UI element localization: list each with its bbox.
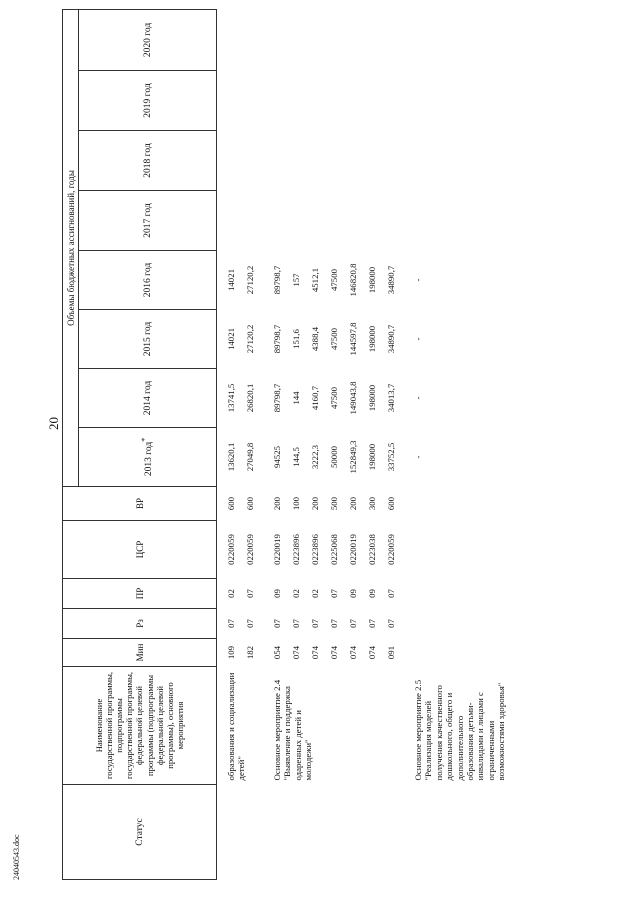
rz-cell: 07 (329, 619, 339, 628)
header-name: Наименование государственной программы, подпрограммы государственной программы, федеральной целевой программы (подпрограммы федеральной целевой программы), основного мероприятия (63, 667, 217, 785)
csr-cell: 0220019 (348, 534, 358, 565)
value-2014: 149043,8 (348, 381, 358, 415)
empty-year-cell (271, 191, 290, 251)
pr-cell: 09 (367, 589, 377, 598)
header-year-2018: 2018 год (79, 131, 217, 191)
value-2015: - (413, 337, 423, 341)
empty-year-cell (328, 191, 347, 251)
empty-year-cell (225, 191, 244, 251)
status-cell (271, 785, 404, 880)
value-2013: 144,5 (291, 447, 301, 467)
vr-cell: 600 (386, 496, 396, 511)
vr-cell: 600 (226, 496, 236, 511)
value-2013: 152849,3 (348, 440, 358, 474)
value-2015: 198000 (367, 325, 377, 353)
empty-year-cell (271, 71, 290, 131)
value-2013: 13620,1 (226, 442, 236, 472)
empty-year-cell (385, 191, 404, 251)
measure-name: образования и социализации детей" (226, 672, 247, 781)
empty-year-cell (309, 71, 328, 131)
empty-year-cell (225, 71, 244, 131)
value-2014: - (413, 396, 423, 400)
value-2014: 4160,7 (310, 385, 320, 411)
pr-cell (412, 579, 508, 609)
table-body (217, 9, 508, 879)
status-cell (225, 785, 263, 880)
value-2016: 27120,2 (245, 265, 255, 295)
empty-year-cell (244, 191, 263, 251)
empty-year-cell (366, 71, 385, 131)
vr-cell: 200 (272, 496, 282, 511)
vr-cell (412, 487, 508, 521)
empty-year-cell (328, 131, 347, 191)
empty-year-cell (309, 9, 328, 70)
header-year-2017: 2017 год (79, 191, 217, 251)
csr-cell: 0220059 (245, 534, 255, 565)
min-cell (412, 639, 508, 667)
csr-cell: 0223038 (367, 534, 377, 565)
empty-year-cell (244, 9, 263, 70)
value-2013: 198000 (367, 443, 377, 471)
rz-cell: 07 (386, 619, 396, 628)
empty-year-cell (366, 9, 385, 70)
header-vr: ВР (63, 487, 217, 521)
header-rz: Рз (63, 609, 217, 639)
empty-year-cell (290, 191, 309, 251)
value-2015: 14021 (226, 328, 236, 350)
empty-year-cell (244, 71, 263, 131)
empty-year-cell (347, 9, 366, 70)
rz-cell: 07 (310, 619, 320, 628)
header-year-2019: 2019 год (79, 71, 217, 131)
value-2013: 33752,5 (386, 442, 396, 472)
document-filename: 24040543.doc (12, 834, 21, 880)
empty-year-cell (412, 191, 508, 251)
csr-cell: 0225068 (329, 534, 339, 565)
header-year-2013: 2013 год* (79, 428, 217, 487)
empty-year-cell (290, 9, 309, 70)
vr-cell: 100 (291, 496, 301, 511)
header-volumes: Объемы бюджетных ассигнований, годы (63, 9, 79, 486)
value-2016: 89798,7 (272, 265, 282, 295)
header-pr: ПР (63, 579, 217, 609)
min-cell: 074 (329, 645, 339, 660)
measure-name: Основное мероприятие 2.5 "Реализация моделей получения качественного дошкольного, общего и дополнительного образования детьми-инвалидами и лицами с ограниченными возможностями здоровья" (413, 679, 507, 781)
empty-year-cell (328, 9, 347, 70)
header-status: Статус (63, 785, 217, 880)
min-cell: 091 (386, 645, 396, 660)
empty-year-cell (347, 131, 366, 191)
pr-cell: 07 (245, 589, 255, 598)
status-cell (412, 785, 508, 880)
rz-cell: 07 (348, 619, 358, 628)
value-2014: 198000 (367, 384, 377, 412)
header-year-2020: 2020 год (79, 9, 217, 70)
value-2015: 151,6 (291, 329, 301, 349)
rz-cell: 07 (367, 619, 377, 628)
vr-cell: 200 (310, 496, 320, 511)
empty-year-cell (225, 131, 244, 191)
pr-cell: 09 (348, 589, 358, 598)
value-2015: 144597,8 (348, 322, 358, 356)
pr-cell: 07 (386, 589, 396, 598)
vr-cell: 500 (329, 496, 339, 511)
rotated-page-content (62, 10, 630, 880)
empty-year-cell (271, 131, 290, 191)
value-2013: 50000 (329, 446, 339, 468)
value-2013: 3222,3 (310, 444, 320, 470)
pr-cell: 02 (226, 589, 236, 598)
value-2016: 4512,1 (310, 267, 320, 293)
csr-cell: 0220019 (272, 534, 282, 565)
empty-year-cell (290, 131, 309, 191)
value-2016: 157 (291, 273, 301, 287)
rz-cell: 07 (272, 619, 282, 628)
min-cell: 074 (310, 645, 320, 660)
min-cell: 074 (348, 645, 358, 660)
empty-year-cell (412, 9, 508, 70)
table-row (271, 9, 290, 879)
csr-cell: 0220059 (386, 534, 396, 565)
value-2014: 144 (291, 391, 301, 405)
min-cell: 182 (245, 645, 255, 660)
table-row (412, 9, 508, 879)
value-2015: 47500 (329, 328, 339, 350)
group-spacer (263, 9, 271, 879)
empty-year-cell (385, 9, 404, 70)
value-2016: 14021 (226, 269, 236, 291)
value-2013: 94525 (272, 446, 282, 468)
empty-year-cell (347, 191, 366, 251)
page-number: 20 (46, 417, 61, 430)
header-year-2016: 2016 год (79, 251, 217, 310)
min-cell: 109 (226, 645, 236, 660)
header-year-2014: 2014 год (79, 369, 217, 428)
value-2015: 27120,2 (245, 324, 255, 354)
rz-cell (412, 609, 508, 639)
rz-cell: 07 (226, 619, 236, 628)
vr-cell: 300 (367, 496, 377, 511)
value-2015: 89798,7 (272, 324, 282, 354)
value-2013: 27049,8 (245, 442, 255, 472)
min-cell: 074 (291, 645, 301, 660)
value-2014: 26820,1 (245, 383, 255, 413)
vr-cell: 200 (348, 496, 358, 511)
value-2014: 13741,5 (226, 383, 236, 413)
header-csr: ЦСР (63, 521, 217, 579)
min-cell: 074 (367, 645, 377, 660)
empty-year-cell (244, 131, 263, 191)
empty-year-cell (290, 71, 309, 131)
budget-table (62, 9, 508, 880)
value-2016: 198000 (367, 266, 377, 294)
value-2013: - (413, 455, 423, 459)
group-spacer (217, 9, 226, 879)
pr-cell: 02 (310, 589, 320, 598)
pr-cell: 09 (272, 589, 282, 598)
table-row (225, 9, 244, 879)
empty-year-cell (385, 71, 404, 131)
csr-cell (412, 521, 508, 579)
empty-year-cell (412, 71, 508, 131)
csr-cell: 0223896 (310, 534, 320, 565)
value-2014: 34013,7 (386, 383, 396, 413)
value-2014: 89798,7 (272, 383, 282, 413)
empty-year-cell (366, 191, 385, 251)
measure-name: Основное мероприятие 2.4 "Выявление и поддержка одаренных детей и молодежи" (272, 679, 314, 781)
empty-year-cell (309, 191, 328, 251)
csr-cell: 0220059 (226, 534, 236, 565)
empty-year-cell (347, 71, 366, 131)
min-cell: 054 (272, 645, 282, 660)
value-2015: 4388,4 (310, 326, 320, 352)
group-spacer (404, 9, 412, 879)
value-2016: 146820,8 (348, 263, 358, 297)
value-2016: 34890,7 (386, 265, 396, 295)
empty-year-cell (366, 131, 385, 191)
csr-cell: 0223896 (291, 534, 301, 565)
header-min: Мин (63, 639, 217, 667)
empty-year-cell (271, 9, 290, 70)
empty-year-cell (328, 71, 347, 131)
rz-cell: 07 (291, 619, 301, 628)
empty-year-cell (385, 131, 404, 191)
value-2014: 47500 (329, 387, 339, 409)
value-2016: 47500 (329, 269, 339, 291)
empty-year-cell (412, 131, 508, 191)
value-2016: - (413, 278, 423, 282)
value-2015: 34890,7 (386, 324, 396, 354)
vr-cell: 600 (245, 496, 255, 511)
header-year-2015: 2015 год (79, 310, 217, 369)
empty-year-cell (309, 131, 328, 191)
empty-year-cell (225, 9, 244, 70)
pr-cell: 02 (291, 589, 301, 598)
pr-cell: 07 (329, 589, 339, 598)
rz-cell: 07 (245, 619, 255, 628)
